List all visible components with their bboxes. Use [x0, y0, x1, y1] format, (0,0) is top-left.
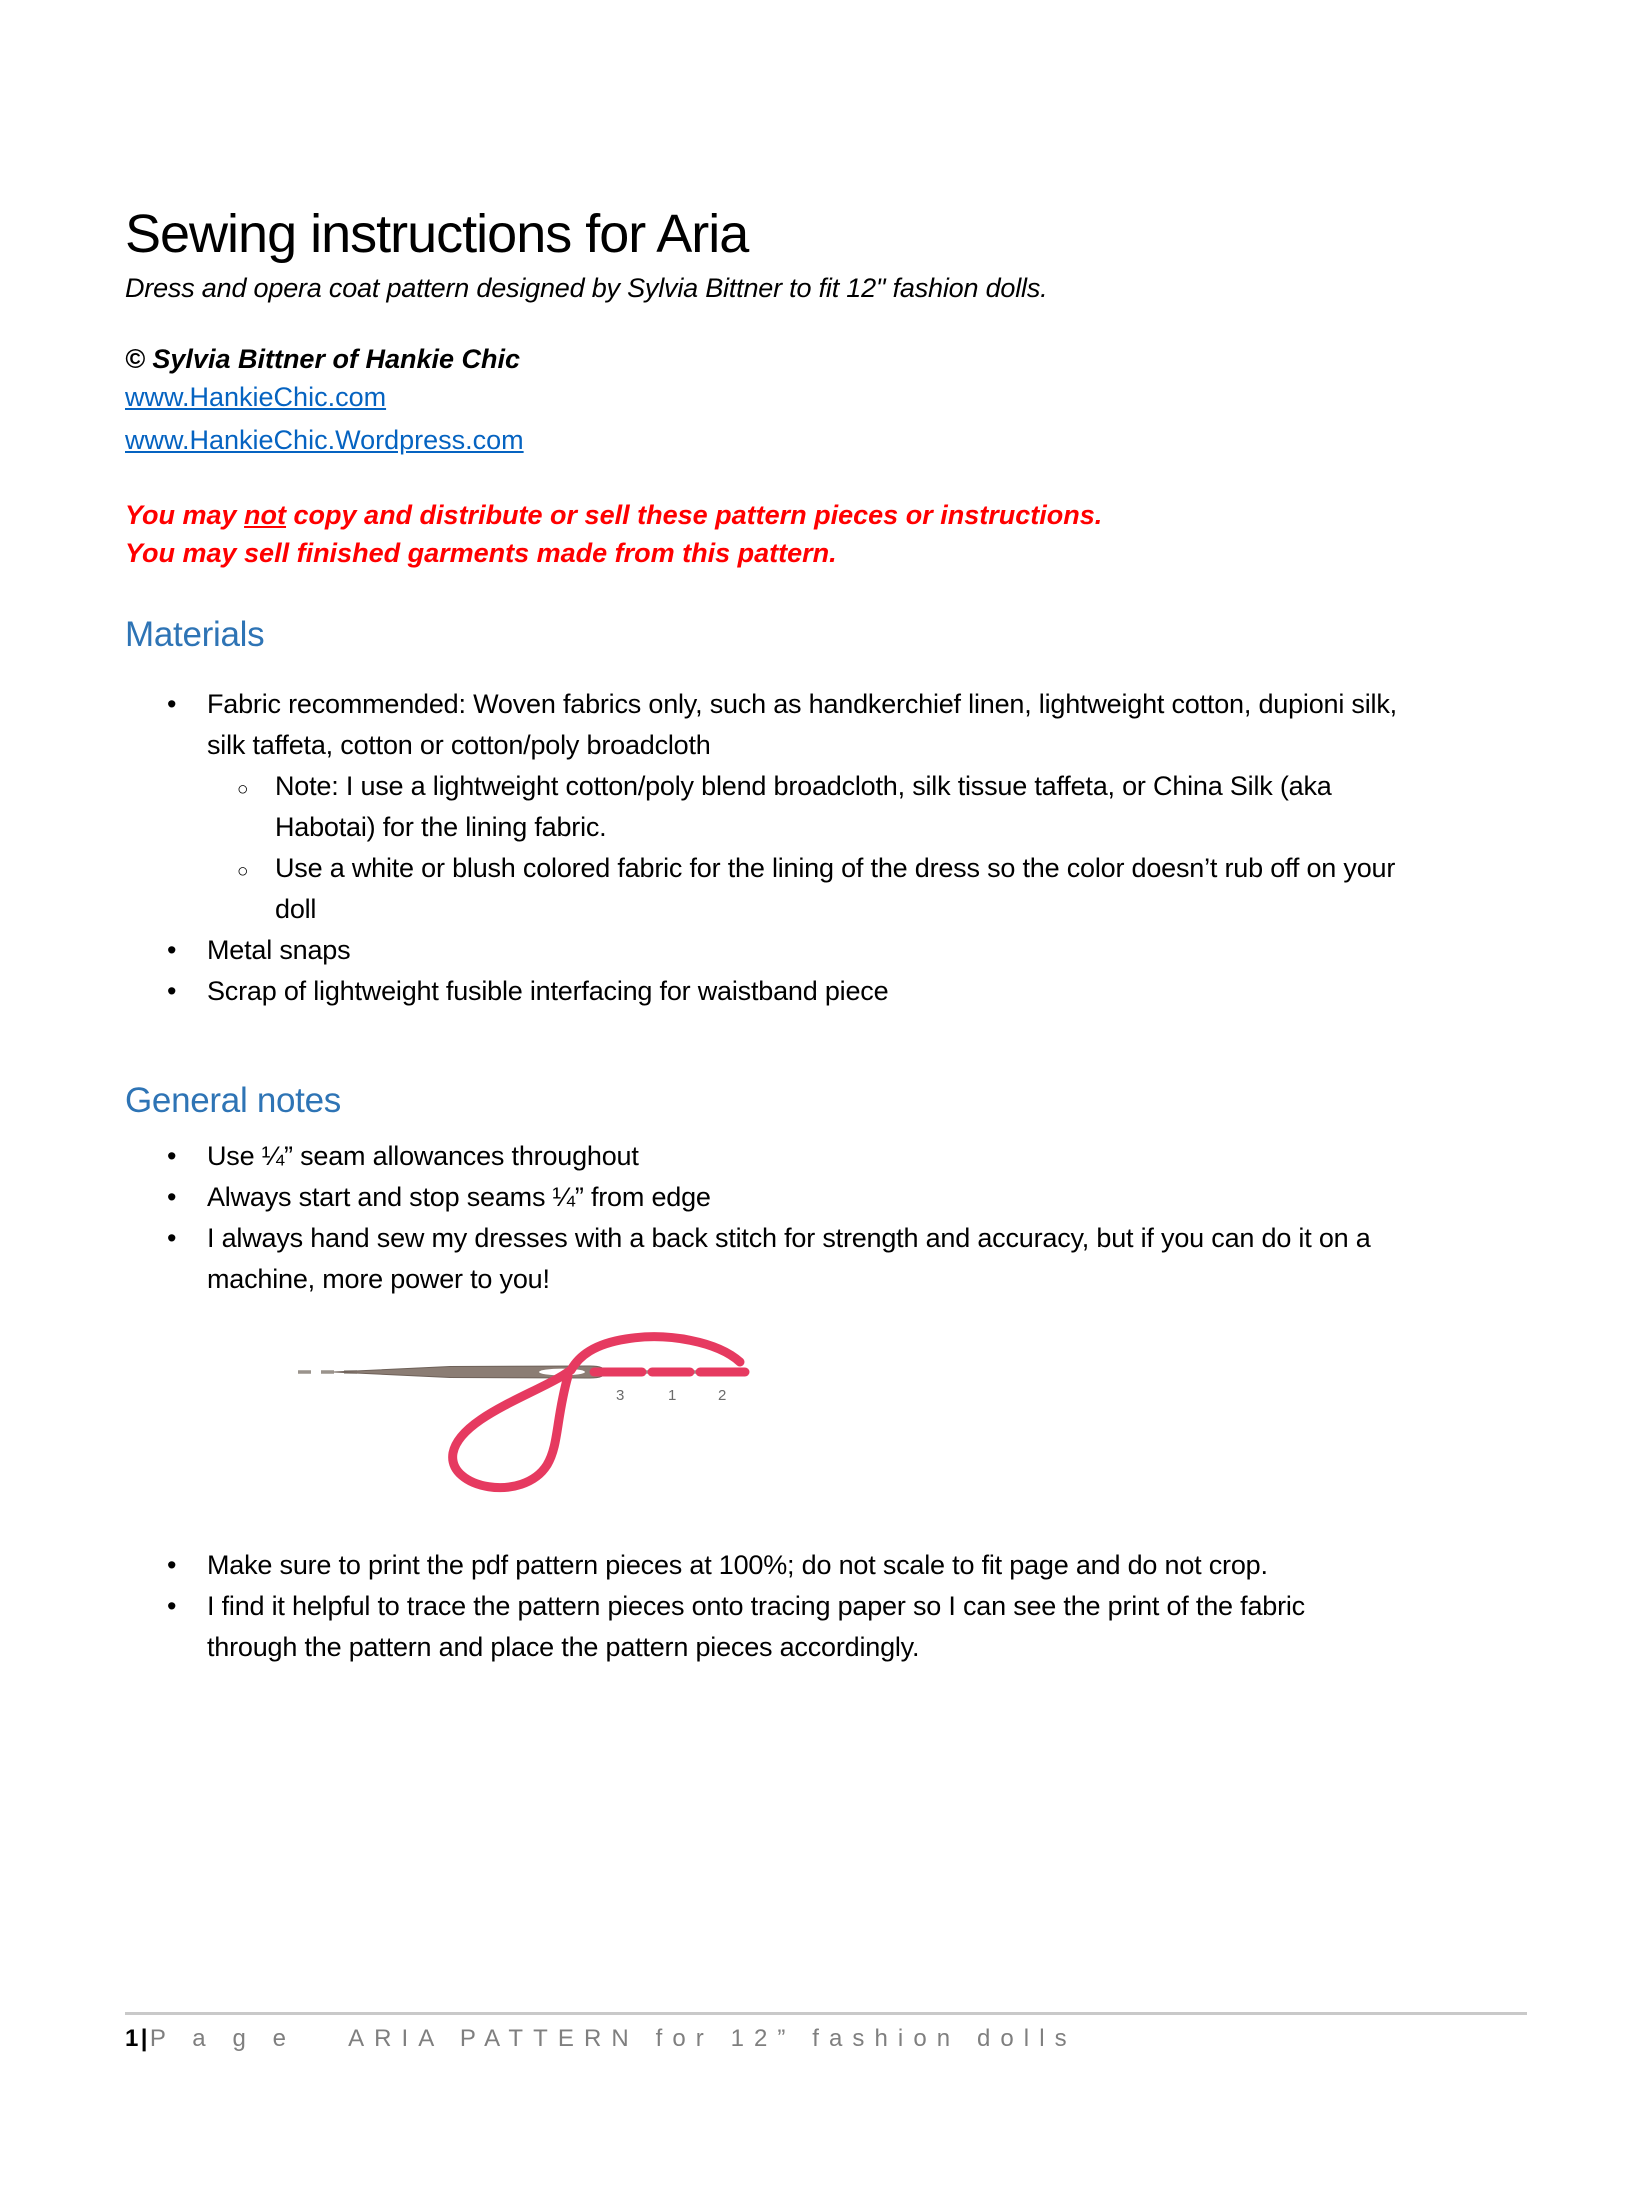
list-item-text: I find it helpful to trace the pattern pieces onto tracing paper so I can see the print of the fabric through the pattern and place the pattern pieces accordingly. [207, 1591, 1305, 1663]
list-item-text: Note: I use a lightweight cotton/poly blend broadcloth, silk tissue taffeta, or China Silk (aka Habotai) for the lining fabric. [275, 771, 1332, 843]
section-heading-materials: Materials [125, 615, 265, 655]
warning-text: You may [125, 500, 245, 531]
list-item [125, 1586, 1470, 1668]
list-item-text: I always hand sew my dresses with a back stitch for strength and accuracy, but if you can do it on a machine, more power to you! [207, 1223, 1371, 1295]
warning-text: copy and distribute or sell these pattern pieces or instructions. [286, 500, 1103, 531]
page-subtitle: Dress and opera coat pattern designed by Sylvia Bittner to fit 12" fashion dolls. [125, 273, 1048, 304]
bullet-icon [167, 1586, 207, 1668]
footer-divider [125, 2012, 1527, 2015]
bullet-icon [167, 971, 207, 1012]
back-stitch-diagram-image [290, 1326, 760, 1502]
list-subitem [125, 848, 1470, 930]
warning-line-1 [125, 496, 1470, 534]
circle-bullet-icon [237, 848, 275, 930]
list-item [125, 684, 1470, 766]
list-item [125, 1136, 1470, 1177]
list-item [125, 1177, 1470, 1218]
usage-warning [125, 496, 1470, 572]
bullet-icon [167, 1545, 207, 1586]
list-item-text: Fabric recommended: Woven fabrics only, such as handkerchief linen, lightweight cotton, dupioni silk, silk taffeta, cotton or cotton/poly broadcloth [207, 689, 1397, 761]
bullet-icon [167, 684, 207, 766]
link-list [125, 378, 1470, 464]
page-number-separator: | [140, 2025, 150, 2052]
warning-line-2: You may sell finished garments made from this pattern. [125, 538, 837, 569]
list-item-text: Metal snaps [207, 935, 351, 966]
document-body [125, 205, 1470, 1668]
bullet-icon [167, 1218, 207, 1300]
list-item [125, 1545, 1470, 1586]
page-title: Sewing instructions for Aria [125, 204, 749, 264]
bullet-icon [167, 1177, 207, 1218]
circle-bullet-icon [237, 766, 275, 848]
link-hankiechic-wordpress[interactable]: www.HankieChic.Wordpress.com [125, 425, 524, 456]
stitch-label-1: 1 [668, 1387, 677, 1405]
bullet-icon [167, 930, 207, 971]
section-heading-general-notes: General notes [125, 1081, 341, 1121]
list-item-text: Scrap of lightweight fusible interfacing for waistband piece [207, 976, 889, 1007]
list-item-text: Use a white or blush colored fabric for the lining of the dress so the color doesn’t rub off on your doll [275, 853, 1396, 925]
page-footer [125, 2012, 1527, 2053]
page-number: 1 [125, 2025, 141, 2052]
general-notes-list [125, 1136, 1470, 1300]
warning-underlined-word: not [244, 500, 287, 531]
page-label: P a g e [149, 2025, 297, 2052]
list-item [125, 930, 1470, 971]
list-item [125, 1218, 1470, 1300]
footer-text [125, 2025, 1527, 2053]
materials-list [125, 684, 1470, 1012]
footer-doc-label: ARIA PATTERN for 12” fashion dolls [348, 2025, 1077, 2052]
copyright-line: © Sylvia Bittner of Hankie Chic [125, 344, 520, 375]
list-item-text: Use ¼” seam allowances throughout [207, 1141, 639, 1172]
bullet-icon [167, 1136, 207, 1177]
general-notes-list-continued [125, 1545, 1470, 1668]
list-item-text: Always start and stop seams ¼” from edge [207, 1182, 711, 1213]
list-item-text: Make sure to print the pdf pattern pieces at 100%; do not scale to fit page and do not crop. [207, 1550, 1268, 1581]
stitch-label-2: 2 [718, 1387, 727, 1405]
link-hankiechic-com[interactable]: www.HankieChic.com [125, 382, 387, 413]
list-item [125, 971, 1470, 1012]
thread-icon [453, 1337, 740, 1488]
list-subitem [125, 766, 1470, 848]
stitch-label-3: 3 [616, 1387, 625, 1405]
